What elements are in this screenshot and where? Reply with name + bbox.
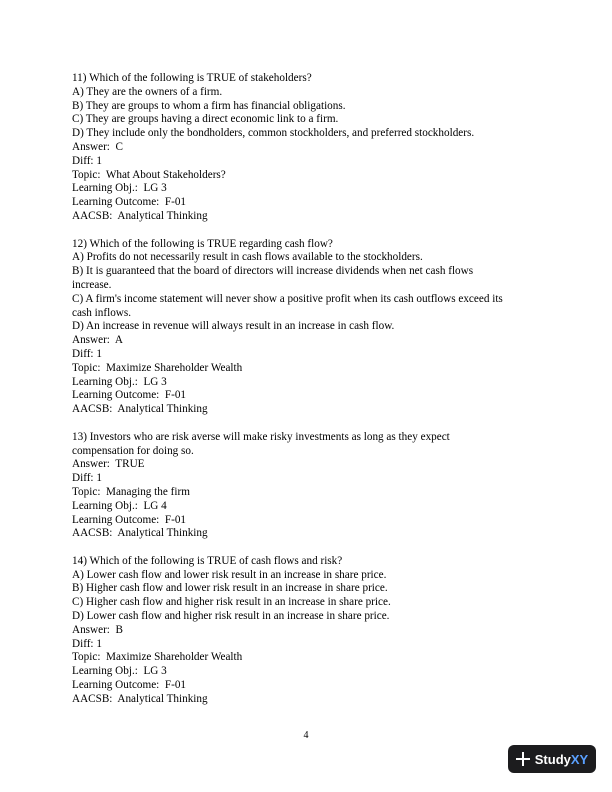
question-line: 11) Which of the following is TRUE of stakeholders? bbox=[72, 72, 312, 84]
question-line: Diff: 1 bbox=[72, 637, 102, 650]
question-line: cash inflows. bbox=[72, 306, 132, 319]
page-content bbox=[72, 72, 542, 720]
plus-icon bbox=[516, 752, 530, 766]
question-line: 12) Which of the following is TRUE regarding cash flow? bbox=[72, 237, 333, 250]
question-line: Topic: Managing the firm bbox=[72, 485, 190, 498]
question-line: 14) Which of the following is TRUE of cash flows and risk? bbox=[72, 554, 343, 567]
question-line: Learning Obj.: LG 3 bbox=[72, 665, 167, 678]
question-line: Answer: TRUE bbox=[72, 458, 145, 471]
question-line: D) An increase in revenue will always result in an increase in cash flow. bbox=[72, 320, 395, 333]
question-line: B) Higher cash flow and lower risk result in an increase in share price. bbox=[72, 582, 388, 595]
question-line: Answer: C bbox=[72, 140, 123, 153]
question-line: compensation for doing so. bbox=[72, 444, 194, 457]
question-block bbox=[72, 238, 542, 417]
question-block bbox=[72, 431, 542, 541]
question-line: A) Lower cash flow and lower risk result in an increase in share price. bbox=[72, 568, 387, 581]
question-line: Learning Outcome: F-01 bbox=[72, 513, 187, 526]
question-line: Answer: A bbox=[72, 334, 123, 347]
question-line: B) They are groups to whom a firm has financial obligations. bbox=[72, 99, 346, 112]
question-line: AACSB: Analytical Thinking bbox=[72, 209, 208, 222]
question-line: increase. bbox=[72, 278, 112, 291]
question-line: B) It is guaranteed that the board of directors will increase dividends when net cash flows bbox=[72, 265, 474, 278]
question-block bbox=[72, 72, 542, 224]
question-line: D) Lower cash flow and higher risk result in an increase in share price. bbox=[72, 610, 390, 623]
question-line: C) A firm's income statement will never show a positive profit when its cash outflows exceed its bbox=[72, 292, 503, 305]
question-line: AACSB: Analytical Thinking bbox=[72, 527, 208, 540]
question-line: Learning Obj.: LG 4 bbox=[72, 499, 167, 512]
question-line: Topic: What About Stakeholders? bbox=[72, 168, 226, 181]
question-line: Diff: 1 bbox=[72, 347, 102, 360]
question-line: Topic: Maximize Shareholder Wealth bbox=[72, 361, 243, 374]
question-line: Diff: 1 bbox=[72, 472, 102, 485]
question-line: Diff: 1 bbox=[72, 154, 102, 167]
badge-brand-accent: XY bbox=[570, 751, 589, 767]
question-line: C) They are groups having a direct economic link to a firm. bbox=[72, 113, 339, 126]
question-line: Answer: B bbox=[72, 623, 123, 636]
question-line: AACSB: Analytical Thinking bbox=[72, 403, 208, 416]
question-block bbox=[72, 555, 542, 707]
page-number: 4 bbox=[303, 730, 309, 741]
question-line: Learning Outcome: F-01 bbox=[72, 679, 187, 692]
question-line: A) Profits do not necessarily result in cash flows available to the stockholders. bbox=[72, 251, 423, 264]
badge-brand-text: Study bbox=[534, 751, 571, 767]
question-line: D) They include only the bondholders, common stockholders, and preferred stockholders. bbox=[72, 127, 475, 140]
question-line: Learning Obj.: LG 3 bbox=[72, 182, 167, 195]
question-line: Learning Outcome: F-01 bbox=[72, 196, 187, 209]
question-line: A) They are the owners of a firm. bbox=[72, 85, 223, 98]
question-line: C) Higher cash flow and higher risk result in an increase in share price. bbox=[72, 596, 391, 609]
question-line: Learning Outcome: F-01 bbox=[72, 389, 187, 402]
question-line: AACSB: Analytical Thinking bbox=[72, 692, 208, 705]
question-line: Learning Obj.: LG 3 bbox=[72, 375, 167, 388]
question-line: 13) Investors who are risk averse will make risky investments as long as they expect bbox=[72, 430, 450, 443]
question-line: Topic: Maximize Shareholder Wealth bbox=[72, 651, 243, 664]
studyxy-badge[interactable] bbox=[508, 745, 596, 773]
